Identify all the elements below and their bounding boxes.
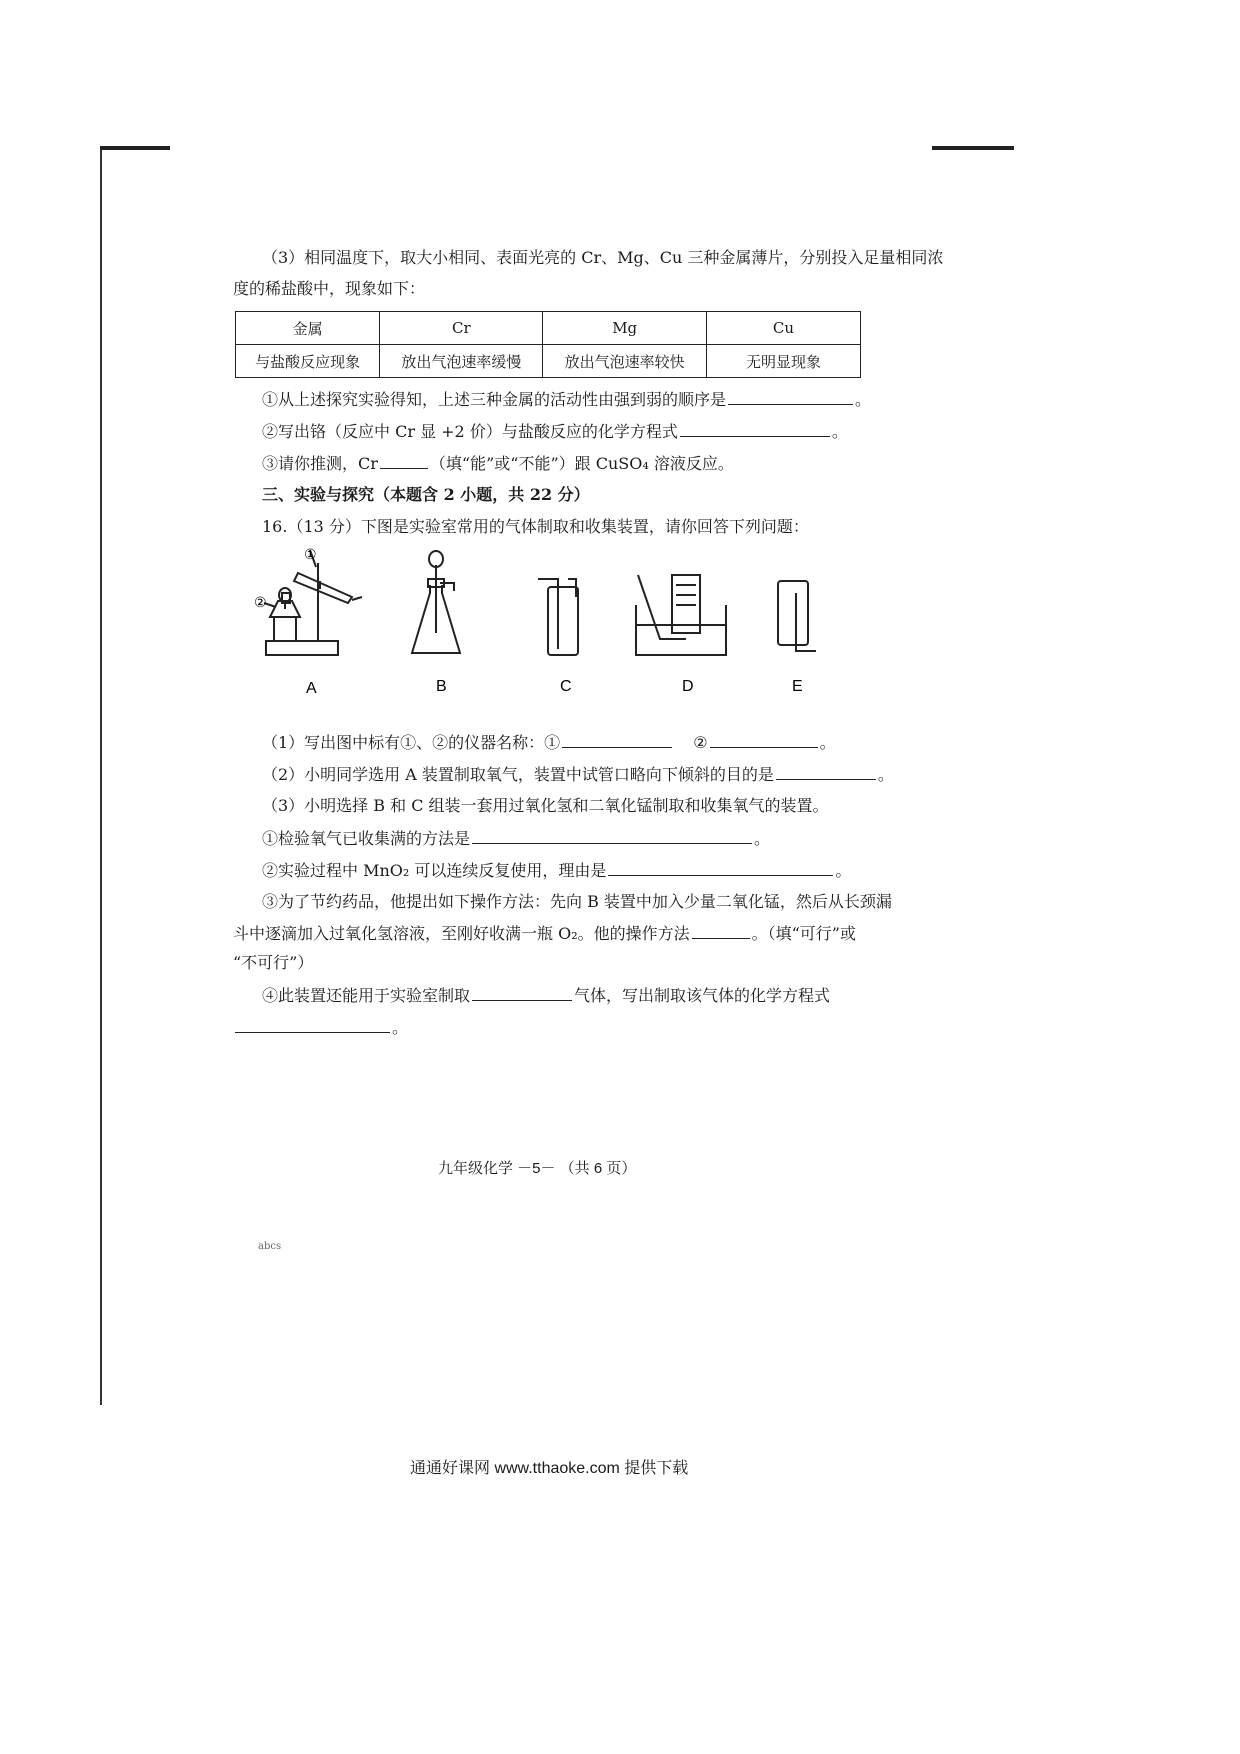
- answer-blank[interactable]: [728, 388, 853, 405]
- answer-blank[interactable]: [472, 984, 572, 1001]
- corner-mark-right: [932, 146, 1014, 150]
- q15-sub3: [262, 452, 734, 475]
- q16-p1-text-b: ②: [693, 733, 708, 752]
- q16-p3-3-line3: “不可行”）: [233, 953, 314, 972]
- page-number: 九年级化学 －5－ （共 6 页）: [438, 1160, 637, 1177]
- table-header-cell: Cr: [380, 312, 543, 345]
- table-row: [236, 312, 861, 345]
- q16-stem: 16.（13 分）下图是实验室常用的气体制取和收集装置，请你回答下列问题：: [262, 517, 809, 536]
- q15-intro-line1: （3）相同温度下，取大小相同、表面光亮的 Cr、Mg、Cu 三种金属薄片，分别投入足量相同浓: [262, 248, 944, 267]
- answer-blank[interactable]: [472, 827, 752, 844]
- answer-blank[interactable]: [680, 420, 830, 437]
- table-header-cell: Cu: [706, 312, 860, 345]
- q16-p3-1: ①检验氧气已收集满的方法是 。: [262, 829, 771, 848]
- answer-blank[interactable]: [776, 763, 876, 780]
- q16-p3-4-text-a: ④此装置还能用于实验室制取: [262, 986, 471, 1005]
- table-cell: 放出气泡速率缓慢: [380, 345, 543, 378]
- q15-sub2: ②写出铬（反应中 Cr 显 +2 价）与盐酸反应的化学方程式 。: [262, 422, 848, 441]
- q16-p3-3-text-b: 。（填“可行”或: [751, 924, 856, 943]
- q16-p3-4: [262, 984, 830, 1007]
- table-header-cell: Mg: [543, 312, 707, 345]
- figure-label: C: [560, 678, 572, 695]
- table-header-cell: 金属: [236, 312, 380, 345]
- q16-p3-4-text-b: 气体，写出制取该气体的化学方程式: [574, 986, 831, 1005]
- q15-sub3-text-b: （填“能”或“不能”）跟 CuSO₄ 溶液反应。: [429, 454, 734, 473]
- q16-p2: （2）小明同学选用 A 装置制取氧气，装置中试管口略向下倾斜的目的是 。: [262, 765, 894, 784]
- metal-reaction-table: [235, 311, 861, 378]
- q16-p1-text-a: （1）写出图中标有①、②的仪器名称：①: [262, 733, 561, 752]
- apparatus-a: [264, 550, 362, 655]
- q16-p3-2-text: ②实验过程中 MnO₂ 可以连续反复使用，理由是: [262, 861, 607, 880]
- q16-p3: （3）小明选择 B 和 C 组装一套用过氧化氢和二氧化锰制取和收集氧气的装置。: [262, 796, 829, 815]
- table-cell: 放出气泡速率较快: [543, 345, 707, 378]
- figure-circle-label: ②: [254, 596, 267, 611]
- answer-blank[interactable]: [608, 859, 833, 876]
- q16-p2-text: （2）小明同学选用 A 装置制取氧气，装置中试管口略向下倾斜的目的是: [262, 765, 774, 784]
- q15-sub3-text-a: ③请你推测，Cr: [262, 454, 378, 473]
- figure-circle-label: ①: [304, 548, 317, 563]
- apparatus-d: [636, 575, 726, 655]
- table-cell: 无明显现象: [706, 345, 860, 378]
- answer-blank[interactable]: [562, 731, 672, 748]
- q15-sub1: ①从上述探究实验得知，上述三种金属的活动性由强到弱的顺序是 。: [262, 390, 872, 409]
- figure-label: A: [306, 680, 317, 697]
- apparatus-figure: [240, 545, 840, 700]
- q15-sub2-text: ②写出铬（反应中 Cr 显 +2 价）与盐酸反应的化学方程式: [262, 422, 678, 441]
- answer-blank[interactable]: [710, 731, 818, 748]
- figure-label: D: [682, 678, 694, 695]
- q16-p3-3-line1: ③为了节约药品，他提出如下操作方法：先向 B 装置中加入少量二氧化锰，然后从长颈漏: [262, 892, 892, 911]
- q16-p3-2: ②实验过程中 MnO₂ 可以连续反复使用，理由是 。: [262, 861, 852, 880]
- apparatus-b: [412, 551, 460, 653]
- left-margin-line: [100, 150, 102, 1405]
- q16-p3-1-text: ①检验氧气已收集满的方法是: [262, 829, 471, 848]
- figure-label: B: [436, 678, 447, 695]
- answer-blank[interactable]: [692, 922, 750, 939]
- q16-p3-4-line2: 。: [233, 1016, 408, 1039]
- q16-p1: （1）写出图中标有①、②的仪器名称：① ② 。: [262, 733, 836, 752]
- answer-blank[interactable]: [235, 1016, 390, 1033]
- q15-intro-line2: 度的稀盐酸中，现象如下：: [233, 279, 426, 298]
- figure-label: E: [792, 678, 803, 695]
- q16-p3-3-line2: [233, 922, 856, 945]
- apparatus-e: [778, 581, 816, 651]
- section-title: 三、实验与探究（本题含 2 小题，共 22 分）: [262, 485, 590, 504]
- q16-p3-3-text-a: 斗中逐滴加入过氧化氢溶液，至刚好收满一瓶 O₂。他的操作方法: [233, 924, 690, 943]
- answer-blank[interactable]: [380, 452, 428, 469]
- q15-sub1-text: ①从上述探究实验得知，上述三种金属的活动性由强到弱的顺序是: [262, 390, 727, 409]
- table-cell: 与盐酸反应现象: [236, 345, 380, 378]
- apparatus-c: [538, 579, 578, 655]
- source-line: 通通好课网 www.tthaoke.com 提供下载: [410, 1460, 689, 1477]
- scan-mark: abcs: [258, 1241, 282, 1252]
- table-row: [236, 345, 861, 378]
- corner-mark-left: [100, 146, 170, 150]
